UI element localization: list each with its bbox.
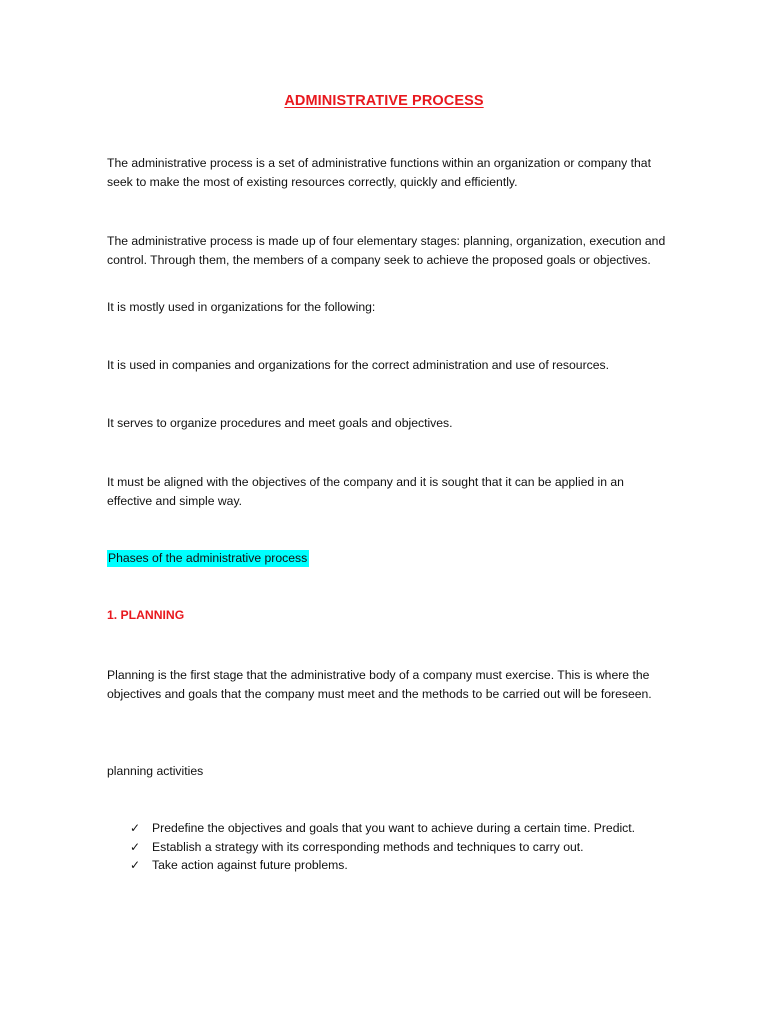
check-icon: ✓ (130, 821, 141, 835)
activities-list (130, 819, 650, 875)
stages-paragraph: The administrative process is made up of four elementary stages: planning, organization, execution and control. Through them, the members of a company seek to achieve the proposed goals or objectives. (107, 234, 666, 267)
activity-item (130, 856, 650, 875)
phases-heading-text: Phases of the administrative process (108, 551, 308, 565)
check-icon: ✓ (130, 839, 141, 854)
planning-paragraph: Planning is the first stage that the administrative body of a company must exercise. This is where the objectives and goals that the company must meet and the methods to be carried out will be foreseen. (107, 668, 652, 701)
activities-label: planning activities (107, 764, 204, 778)
intro-paragraph: The administrative process is a set of administrative functions within an organization or company that seek to make the most of existing resources correctly, quickly and efficiently. (107, 156, 651, 189)
activity-text: Take action against future problems. (152, 858, 348, 872)
document-title (0, 93, 768, 109)
activity-text: Establish a strategy with its corresponding methods and techniques to carry out. (152, 839, 584, 854)
activity-item (130, 838, 650, 857)
use-paragraph-3: It must be aligned with the objectives of the company and it is sought that it can be applied in an effective and simple way. (107, 475, 624, 508)
check-icon: ✓ (130, 858, 141, 872)
activity-text: Predefine the objectives and goals that you want to achieve during a certain time. Predict. (152, 821, 636, 835)
phases-heading (107, 549, 667, 568)
document-title-text: ADMINISTRATIVE PROCESS (284, 93, 484, 109)
planning-heading: 1. PLANNING (107, 608, 185, 622)
use-paragraph-2: It serves to organize procedures and meet goals and objectives. (107, 416, 453, 430)
use-paragraph-1: It is used in companies and organizations for the correct administration and use of resources. (107, 358, 609, 372)
activity-item (130, 819, 650, 838)
usage-paragraph: It is mostly used in organizations for the following: (107, 300, 376, 314)
